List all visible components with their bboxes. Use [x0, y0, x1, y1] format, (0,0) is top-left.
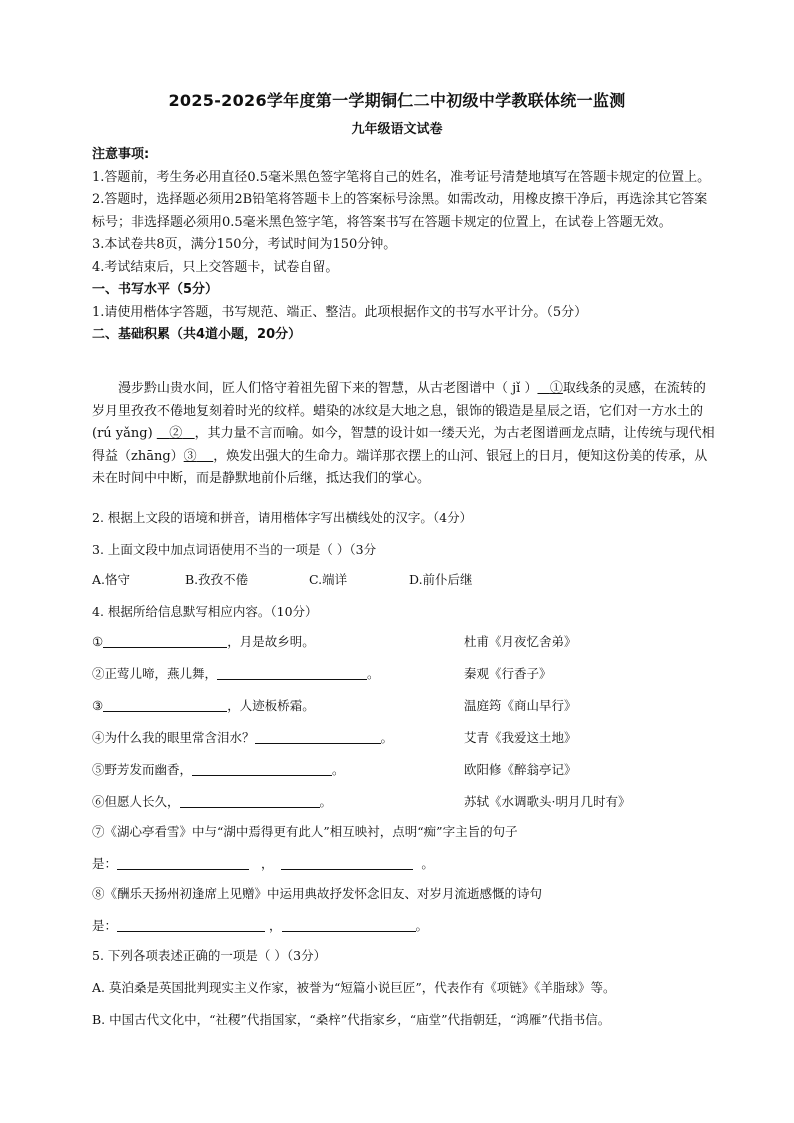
comma-mark: ，: [260, 856, 274, 871]
answer-blank[interactable]: [192, 761, 332, 776]
question-4-8-answer: [92, 916, 712, 936]
question-4: 4. 根据所给信息默写相应内容。（10分）: [92, 604, 318, 619]
section1-text: 1.请使用楷体字答题，书写规范、端正、整洁。此项根据作文的书写水平计分。（5分）: [92, 304, 588, 320]
recitation-item: [92, 632, 712, 652]
notice-item: 2.答题时，选择题必须用2B铅笔将答题卡上的答案标号涂黑。如需改动，用橡皮擦干净后，再选涂其它答案标号；非选择题必须用0.5毫米黑色签字笔，将答案书写在答题卡规定的位置上，在试卷上答题无效。: [92, 192, 708, 230]
answer-label: 是：: [92, 856, 118, 871]
answer-blank[interactable]: [117, 855, 249, 870]
blank-3-label: ③: [183, 448, 197, 464]
notice-item: 4.考试结束后，只上交答题卡，试卷自留。: [92, 259, 339, 275]
recitation-suffix: 。: [367, 666, 380, 681]
question-4-7-answer: [92, 854, 712, 874]
passage-part: 漫步黔山贵水间，匠人们恪守着祖先留下来的智慧，从古老图谱中（ jǐ ）: [118, 381, 538, 396]
exam-subtitle: 九年级语文试卷: [351, 122, 443, 137]
passage-part: ，焕发出强大的生命力。端详那衣摆上的山河、银冠上的日月，便知这份美的传承，从未在时间中中断，而是静默地前仆后继，抵达我们的掌心。: [92, 448, 708, 486]
question-4-7: ⑦《湖心亭看雪》中与“湖中焉得更有此人”相互映衬，点明“痴”字主旨的句子: [92, 824, 518, 839]
option-d: D.前仆后继: [409, 572, 473, 587]
recitation-suffix: ，人迹板桥霜。: [227, 698, 315, 713]
option-a: A. 莫泊桑是英国批判现实主义作家，被誉为“短篇小说巨匠”，代表作有《项链》《羊脂球》等。: [92, 980, 616, 995]
recitation-suffix: ，月是故乡明。: [227, 634, 315, 649]
recitation-item: [92, 760, 712, 780]
recitation-prefix: ④为什么我的眼里常含泪水？: [92, 730, 255, 745]
recitation-source: 杜甫《月夜忆舍弟》: [464, 634, 577, 649]
recitation-suffix: 。: [380, 730, 394, 745]
recitation-source: 苏轼《水调歌头·明月几时有》: [464, 794, 631, 809]
answer-blank[interactable]: [282, 917, 416, 932]
notice-item: 3.本试卷共8页，满分150分，考试时间为150分钟。: [92, 237, 397, 252]
recitation-prefix: ②正莺儿啼，燕儿舞，: [92, 666, 218, 681]
passage-text: [92, 378, 716, 491]
recitation-item: [92, 792, 712, 812]
recitation-item: [92, 696, 712, 716]
recitation-source: 温庭筠《商山早行》: [464, 698, 577, 713]
answer-blank[interactable]: [255, 729, 381, 744]
recitation-prefix: ③: [92, 698, 104, 713]
blank-1-label: ①: [549, 381, 563, 396]
recitation-source: 秦观《行香子》: [464, 666, 552, 681]
recitation-source: 艾青《我爱这土地》: [464, 730, 577, 745]
recitation-prefix: ⑤野芳发而幽香，: [92, 762, 193, 777]
option-a: A.恪守: [92, 572, 131, 587]
recitation-suffix: 。: [332, 762, 345, 777]
question-3: 3. 上面文段中加点词语使用不当的一项是（ ）（3分: [92, 542, 377, 557]
reading-passage: [92, 378, 716, 491]
question-5: 5. 下列各项表述正确的一项是（ ）（3分）: [92, 948, 327, 963]
answer-blank[interactable]: [217, 665, 367, 680]
option-b: B.孜孜不倦: [185, 572, 249, 587]
period-mark: 。: [415, 918, 429, 933]
option-c: C.端详: [309, 572, 348, 587]
recitation-suffix: 。: [319, 794, 333, 809]
blank-2: [157, 426, 195, 441]
question-2: 2. 根据上文段的语境和拼音，请用楷体字写出横线处的汉字。（4分）: [92, 510, 473, 525]
option-b: B. 中国古代文化中，“社稷”代指国家，“桑梓”代指家乡，“庙堂”代指朝廷，“鸿雁”代指书信。: [92, 1012, 611, 1027]
question-3-options: [92, 570, 712, 590]
section2-heading: 二、基础积累（共4道小题，20分）: [92, 327, 302, 342]
exam-title: 2025-2026学年度第一学期铜仁二中初级中学教联体统一监测: [168, 91, 626, 110]
notice-heading: 注意事项:: [92, 147, 150, 162]
comma-mark: ，: [269, 918, 282, 933]
recitation-prefix: ⑥但愿人长久，: [92, 794, 180, 809]
period-mark: 。: [421, 856, 434, 871]
question-4-8: ⑧《酬乐天扬州初逢席上见赠》中运用典故抒发怀念旧友、对岁月流逝感慨的诗句: [92, 886, 543, 901]
answer-label: 是：: [92, 918, 118, 933]
recitation-item: [92, 664, 712, 684]
recitation-source: 欧阳修《醉翁亭记》: [464, 762, 577, 777]
passage-part: 取线条的灵感，在流转的岁月里孜孜不倦地复刻着时光的纹样。蜡染的冰纹是大地之息，银饰的锻造是星辰之语，它们对一方水土的(rú yǎng): [92, 381, 706, 441]
answer-blank[interactable]: [180, 793, 320, 808]
answer-blank[interactable]: [281, 855, 413, 870]
notice-section: [92, 144, 716, 347]
notice-item: 1.答题前，考生务必用直径0.5毫米黑色签字笔将自己的姓名，准考证号清楚地填写在答题卡规定的位置上。: [92, 169, 711, 185]
blank-2-label: ②: [169, 426, 183, 441]
passage-part: ，其力量不言而喻。如今，智慧的设计如一缕天光，为古老图谱画龙点睛，让传统与现代相得益（zhāng）: [92, 426, 715, 464]
answer-blank[interactable]: [117, 917, 265, 932]
answer-blank[interactable]: [103, 697, 227, 712]
answer-blank[interactable]: [103, 633, 227, 648]
blank-1: [537, 381, 562, 396]
section1-heading: 一、书写水平（5分）: [92, 282, 219, 297]
blank-3: [184, 449, 214, 464]
recitation-item: [92, 728, 712, 748]
recitation-prefix: ①: [92, 634, 104, 649]
